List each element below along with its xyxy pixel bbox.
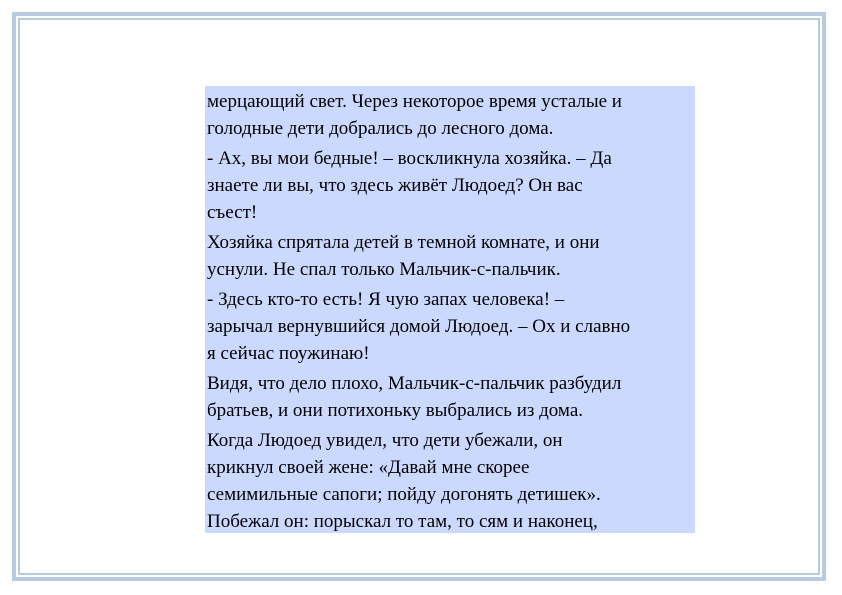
story-text-box (205, 86, 695, 533)
story-paragraph-2: - Ах, вы мои бедные! – воскликнула хозяйка. – Да знаете ли вы, что здесь живёт Людоед? Он вас съест! (207, 148, 612, 223)
story-paragraph-1: мерцающий свет. Через некоторое время усталые и голодные дети добрались до лесного дома. (207, 91, 622, 139)
story-paragraph-3: Хозяйка спрятала детей в темной комнате, и они уснули. Не спал только Мальчик-с-пальчик. (207, 232, 600, 280)
story-paragraph-4: - Здесь кто-то есть! Я чую запах человека! – зарычал вернувшийся домой Людоед. – Ох и славно я сейчас поужинаю! (207, 289, 631, 364)
story-paragraph-5: Видя, что дело плохо, Мальчик-с-пальчик разбудил братьев, и они потихоньку выбрались из дома. (207, 373, 622, 421)
story-paragraph-6: Когда Людоед увидел, что дети убежали, он крикнул своей жене: «Давай мне скорее семимильные сапоги; пойду догонять детишек». Побежал он: порыскал то там, то сям и наконец, (207, 430, 601, 532)
